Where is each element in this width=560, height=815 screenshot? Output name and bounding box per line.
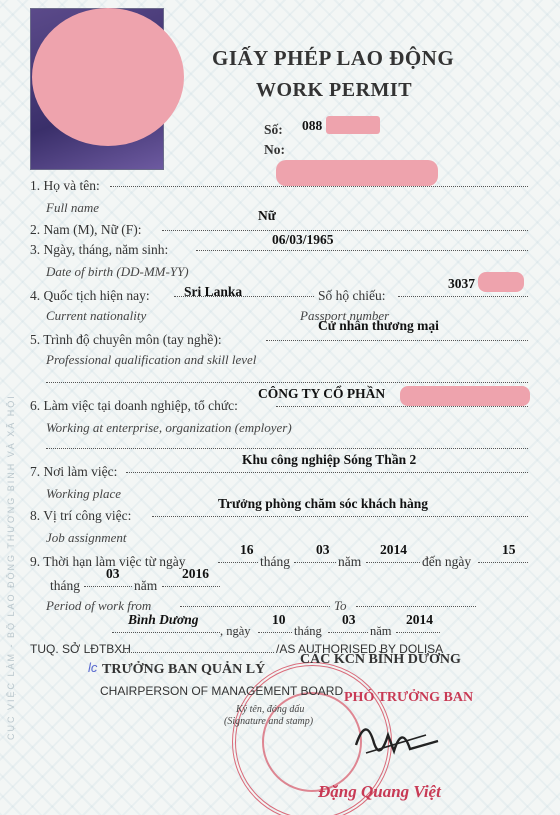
title-english: WORK PERMIT <box>256 79 413 101</box>
sign-instruction-vn: Ký tên, đóng dấu <box>236 704 305 715</box>
passport-dots <box>398 296 528 297</box>
signing-nam-label: năm <box>370 624 392 638</box>
side-watermark-text: CỤC VIỆC LÀM - BỘ LAO ĐỘNG THƯƠNG BINH VÀ XÃ HỘI <box>6 394 16 740</box>
field-5-dots <box>266 340 528 341</box>
signing-ngay-label: , ngày <box>220 624 251 638</box>
board-kcn: CÁC KCN BÌNH DƯƠNG <box>300 652 461 667</box>
signature-mark <box>346 705 446 765</box>
field-3-value: 06/03/1965 <box>272 232 334 247</box>
field-8-dots <box>152 516 528 517</box>
from-nam-label: năm <box>338 554 362 569</box>
field-7-label: 7. Nơi làm việc: <box>30 464 118 479</box>
to-day-dots <box>478 562 528 563</box>
signing-month-dots <box>328 632 368 633</box>
board-title-vn: TRƯỞNG BAN QUẢN LÝ <box>102 662 266 677</box>
field-1-dots <box>110 186 528 187</box>
signer-name: Đặng Quang Việt <box>318 782 441 801</box>
field-4-dots <box>174 296 314 297</box>
field-9-label: 9. Thời hạn làm việc từ ngày <box>30 554 186 569</box>
to-year-value: 2016 <box>182 566 209 581</box>
signing-year-dots <box>396 632 440 633</box>
passport-number-value: 3037 <box>448 276 475 291</box>
field-2-label: 2. Nam (M), Nữ (F): <box>30 222 142 237</box>
to-thang-label: tháng <box>50 578 80 593</box>
sign-instruction-en: (Signature and stamp) <box>224 716 314 727</box>
signing-day: 10 <box>272 612 286 627</box>
employer-redaction <box>400 386 530 406</box>
field-3-dots <box>196 250 528 251</box>
tuq-dots <box>122 652 274 653</box>
tuq-label: TUQ. SỞ LĐTBXH <box>30 642 131 656</box>
passport-english: Passport number <box>300 308 390 323</box>
field-7-english: Working place <box>46 486 121 501</box>
field-6-english: Working at enterprise, organization (employer) <box>46 420 292 435</box>
authorised-label: /AS AUTHORISED BY DOLISA <box>276 642 444 656</box>
handwritten-initials: lc <box>88 660 98 675</box>
signing-year: 2014 <box>406 612 433 627</box>
to-year-dots <box>162 586 220 587</box>
to-month-value: 03 <box>106 566 120 581</box>
field-8-english: Job assignment <box>46 530 127 545</box>
from-year-value: 2014 <box>380 542 407 557</box>
permit-no-redaction <box>276 160 438 186</box>
field-5-value: Cử nhân thương mại <box>318 318 439 333</box>
permit-number-value: 088 <box>302 118 323 133</box>
field-6-dots <box>276 406 528 407</box>
passport-number-redaction <box>478 272 524 292</box>
field-6-extra-dots <box>46 448 528 449</box>
den-ngay-label: đến ngày <box>422 554 472 569</box>
from-month-value: 03 <box>316 542 330 557</box>
period-to-dots <box>356 606 476 607</box>
from-month-dots <box>294 562 336 563</box>
signing-place: Bình Dương <box>128 612 199 627</box>
field-7-dots <box>126 472 528 473</box>
field-1-english: Full name <box>46 200 100 215</box>
field-8-label: 8. Vị trí công việc: <box>30 508 132 523</box>
signing-day-dots <box>258 632 292 633</box>
field-5-english: Professional qualification and skill level <box>46 352 257 367</box>
field-8-value: Trưởng phòng chăm sóc khách hàng <box>218 496 429 511</box>
board-title-en: CHAIRPERSON OF MANAGEMENT BOARD <box>100 684 344 698</box>
from-thang-label: tháng <box>260 554 290 569</box>
from-day-value: 16 <box>240 542 254 557</box>
field-6-label: 6. Làm việc tại doanh nghiệp, tổ chức: <box>30 398 238 413</box>
passport-label: Số hộ chiếu: <box>318 288 386 303</box>
permit-no-label: No: <box>264 142 285 157</box>
from-day-dots <box>218 562 258 563</box>
field-2-value: Nữ <box>258 208 276 223</box>
field-4-label: 4. Quốc tịch hiện nay: <box>30 288 150 303</box>
photo-redaction <box>32 8 184 146</box>
field-2-dots <box>162 230 528 231</box>
period-to-english: To <box>334 598 347 613</box>
from-year-dots <box>366 562 420 563</box>
permit-number-label: Số: <box>264 122 283 137</box>
signing-thang-label: tháng <box>294 624 322 638</box>
field-5-extra-dots <box>46 382 528 383</box>
title-vietnamese: GIẤY PHÉP LAO ĐỘNG <box>212 46 455 70</box>
field-4-value: Sri Lanka <box>184 284 243 299</box>
to-month-dots <box>84 586 132 587</box>
field-3-label: 3. Ngày, tháng, năm sinh: <box>30 242 169 257</box>
permit-number-redaction <box>326 116 380 134</box>
field-7-value: Khu công nghiệp Sóng Thần 2 <box>242 452 417 467</box>
field-4-english: Current nationality <box>46 308 147 323</box>
field-6-value: CÔNG TY CỔ PHẦN <box>258 386 386 401</box>
period-from-english: Period of work from <box>46 598 152 613</box>
to-nam-label: năm <box>134 578 158 593</box>
deputy-head-title: PHÓ TRƯỞNG BAN <box>344 690 474 705</box>
signing-place-dots <box>112 632 220 633</box>
period-from-dots <box>180 606 330 607</box>
field-5-label: 5. Trình độ chuyên môn (tay nghề): <box>30 332 222 347</box>
field-1-label: 1. Họ và tên: <box>30 178 100 193</box>
field-3-english: Date of birth (DD-MM-YY) <box>46 264 189 279</box>
signing-month: 03 <box>342 612 356 627</box>
to-day-value: 15 <box>502 542 516 557</box>
